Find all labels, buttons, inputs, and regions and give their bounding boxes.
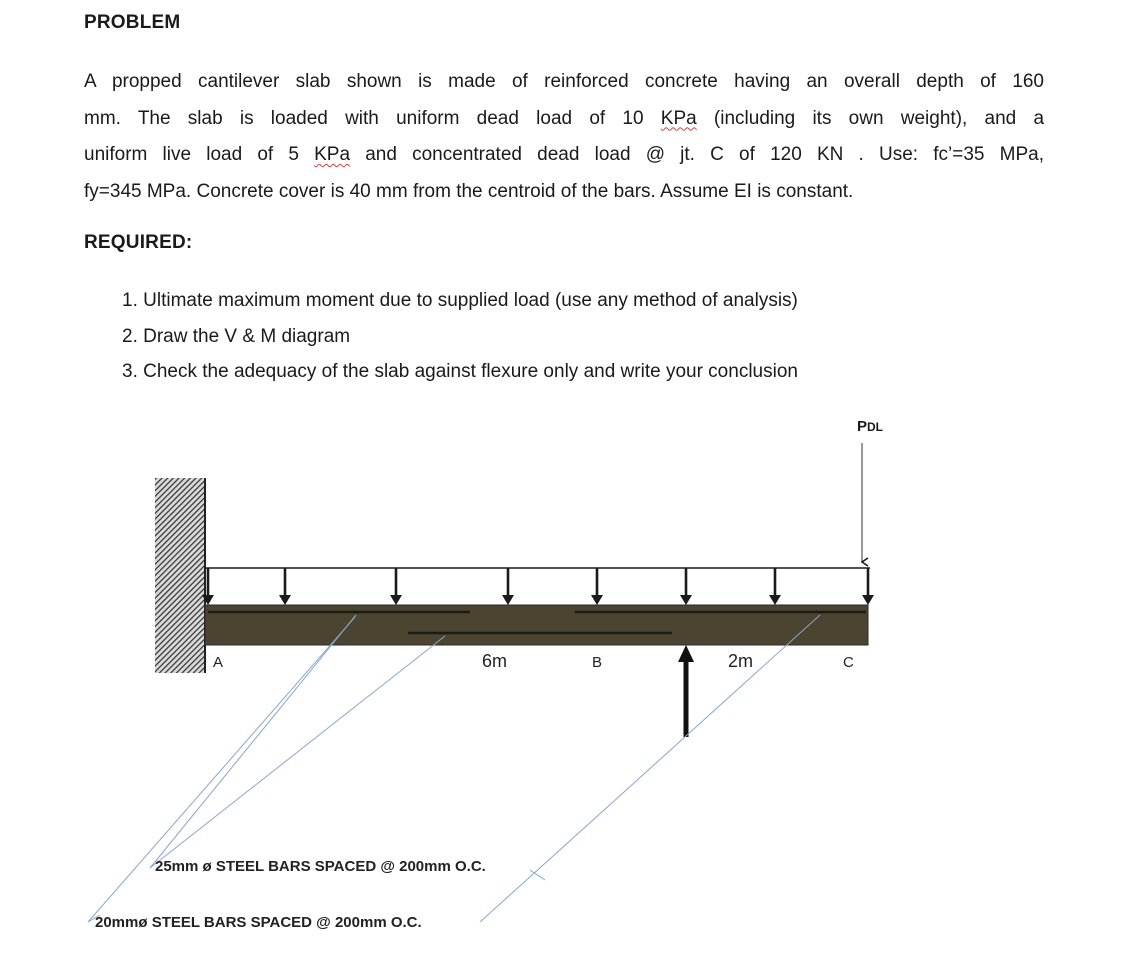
required-item: 1. Ultimate maximum moment due to supplied load (use any method of analysis) bbox=[122, 290, 798, 311]
distributed-load-arrows bbox=[208, 568, 868, 600]
distributed-load-arrowheads bbox=[202, 595, 874, 605]
problem-line-2-rest: (including its own weight), and a bbox=[696, 107, 1045, 129]
span-bc-label: 2m bbox=[728, 651, 754, 671]
reaction-arrowhead-b bbox=[678, 645, 694, 662]
label-b: B bbox=[592, 654, 603, 671]
problem-line-3-rest: and concentrated dead load @ jt. C of 120 KN . Use: fc’=35 MPa, bbox=[350, 144, 1044, 165]
problem-line-3-text: uniform live load of 5 bbox=[84, 144, 299, 165]
unit-kpa: KPa bbox=[660, 107, 697, 129]
problem-heading: PROBLEM bbox=[84, 12, 181, 33]
problem-line-2-text: mm. The slab is loaded with uniform dead load of 10 bbox=[84, 107, 644, 129]
label-a: A bbox=[213, 654, 224, 671]
fixed-support-wall bbox=[155, 478, 205, 673]
problem-line-1: A propped cantilever slab shown is made of reinforced concrete having an overall depth of 160 bbox=[84, 71, 1044, 92]
span-ab-label: 6m bbox=[482, 651, 508, 671]
unit-kpa: KPa bbox=[314, 144, 351, 165]
leader-line-top-bar-right bbox=[480, 615, 820, 922]
required-heading: REQUIRED: bbox=[84, 232, 193, 253]
label-c: C bbox=[843, 654, 854, 671]
point-load-label: PDL bbox=[857, 418, 884, 435]
bottom-bar-callout: 20mmø STEEL BARS SPACED @ 200mm O.C. bbox=[95, 914, 422, 931]
problem-line-4: fy=345 MPa. Concrete cover is 40 mm from the centroid of the bars. Assume EI is constant. bbox=[84, 180, 854, 202]
required-item: 3. Check the adequacy of the slab against flexure only and write your conclusion bbox=[122, 361, 798, 382]
top-bar-callout: 25mm ø STEEL BARS SPACED @ 200mm O.C. bbox=[155, 858, 486, 875]
required-item: 2. Draw the V & M diagram bbox=[122, 325, 351, 347]
